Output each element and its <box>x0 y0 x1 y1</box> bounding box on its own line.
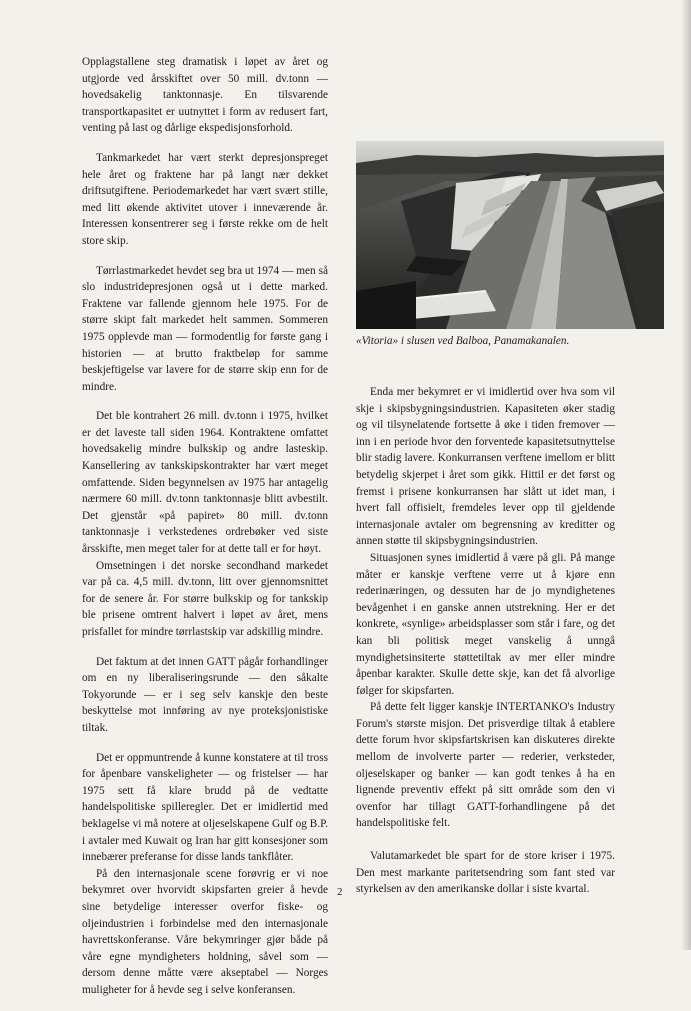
paragraph: Opplagstallene steg dramatisk i løpet av året og utgjorde ved årsskiftet over 50 mill. dv.tonn — hovedsakelig tanktonnasje. En tilsvarende transportkapasitet er uutnyttet i form av redusert fart, venting på last og dårlige ekspedisjonsforhold. <box>82 56 328 135</box>
paragraph: Det faktum at det innen GATT pågår forhandlinger om en ny liberaliseringsrunde — den såkalte Tokyorunde — er i seg selv kanskje den beste beskyttelse mot innføring av nye proteksjonistiske tiltak. <box>82 655 328 734</box>
paragraph: Valutamarkedet ble spart for de store kriser i 1975. Den mest markante paritetsendring som fant sted var styrkelsen av den amerikanske dollar i siste kvartal. <box>356 850 615 896</box>
paragraph: Tankmarkedet har vært sterkt depresjonspreget hele året og fraktene har på langt nær dekket driftsutgiftene. Periodemarkedet har vært svært stille, med litt økende aktivitet utover i inneværende år. Interessen konsentrerer seg i første rekke om de helt store skip. <box>82 151 328 247</box>
paragraph: På den internasjonale scene forøvrig er vi noe bekymret over hvorvidt skipsfarten greier å hevde sine betydelige interesser overfor fiske- og oljeindustrien i forbindelse med den internasjonale havrettskonferanse. Våre bekymringer gjør både på våre egne myndigheters holdning, såvel som — dersom denne måtte være akseptabel — Norges muligheter for å hevde seg i selve konferansen. <box>82 867 328 996</box>
left-text-column <box>82 54 328 1011</box>
paragraph: Enda mer bekymret er vi imidlertid over hva som vil skje i skipsbygningsindustrien. Kapasiteten øker stadig og vil tilsynelatende fortsette å øke i tiden fremover — inn i en periode hvor den forventede kapasitetsutnyttelse blir stadig lavere. Konkurransen verftene imellom er blitt betydelig skjerpet i året som gikk. Hittil er det først og fremst i prisene konkurransen har slått ut idet man, i hvert fall offisielt, fremdeles lever opp til gjeldende internasjonale avtaler om begrensning av kreditter og annen støtte til skipsbygningsindustrien. <box>356 386 615 548</box>
panama-canal-photo <box>356 141 664 329</box>
paragraph: Det er oppmuntrende å kunne konstatere at til tross for åpenbare vanskeligheter — og fristelser — har 1975 sett få klare brudd på de vedtatte handelspolitiske spilleregler. Det er imidlertid med beklagelse vi må notere at oljeselskapene Gulf og B.P. i avtaler med Kuwait og Iran har gitt konsesjoner som innebærer preferanse for disse lands tankflåter. <box>82 751 328 864</box>
paragraph: Situasjonen synes imidlertid å være på gli. På mange måter er kanskje verftene verre ut å kjøre enn rederinæringen, og dessuten har de jo myndighetenes bevågenhet i en ganske annen utstrekning. Her er det konkrete, «synlige» arbeidsplasser som står i fare, og det kan bli politisk meget vanskelig å unngå myndighetsinsiterte støttetiltak av mer eller mindre åpenbar karakter. Skulle dette skje, kan det få alvorlige følger for skipsfarten. <box>356 551 615 697</box>
page-number: 2 <box>337 886 343 898</box>
page-edge-shadow <box>681 0 691 950</box>
photo-caption: «Vitoria» i slusen ved Balboa, Panamakanalen. <box>356 335 570 347</box>
right-text-column <box>356 384 615 911</box>
paragraph: Omsetningen i det norske secondhand markedet var på ca. 4,5 mill. dv.tonn, litt over gjennomsnittet for de senere år. For større bulkskip og for tankskip ble prisene omtrent halvert i løpet av året, mens prisfallet for mindre tørrlastskip var adskillig mindre. <box>82 559 328 638</box>
paragraph: På dette felt ligger kanskje INTERTANKO's Industry Forum's største misjon. Det prisverdige tiltak å etablere dette forum hvor skipsfartskrisen kan diskuteres direkte mellom de involverte parter — rederier, verksteder, oljeselskaper og banker — kan godt tenkes å ha en lignende preventiv effekt på sitt område som den vi ovenfor har tillagt GATT-forhandlingene på det handelspolitiske felt. <box>356 701 615 830</box>
paragraph: Det ble kontrahert 26 mill. dv.tonn i 1975, hvilket er det laveste tall siden 1964. Kontraktene omfattet hovedsakelig mindre bulkskip og andre lasteskip. Kansellering av tankskipskontrakter har vært meget omfattende. Siden begynnelsen av 1975 har antagelig nærmere 60 mill. dv.tonn tanktonnasje blitt avbestilt. Det gjenstår «på papiret» 80 mill. dv.tonn tanktonnasje i verkstedenes ordrebøker ved siste årsskifte, men meget taler for at dette tall er for høyt. <box>82 410 328 556</box>
paragraph: Tørrlastmarkedet hevdet seg bra ut 1974 — men så slo industridepresjonen også ut i dette marked. Fraktene var fallende gjennom hele 1975. For de større skipt falt markedet helt sammen. Sommeren 1975 opplevde man — formodentlig for første gang i historien — at brutto fraktbeløp for samme beskjeftigelse var lavere for de større skip enn for de mindre. <box>82 264 328 393</box>
